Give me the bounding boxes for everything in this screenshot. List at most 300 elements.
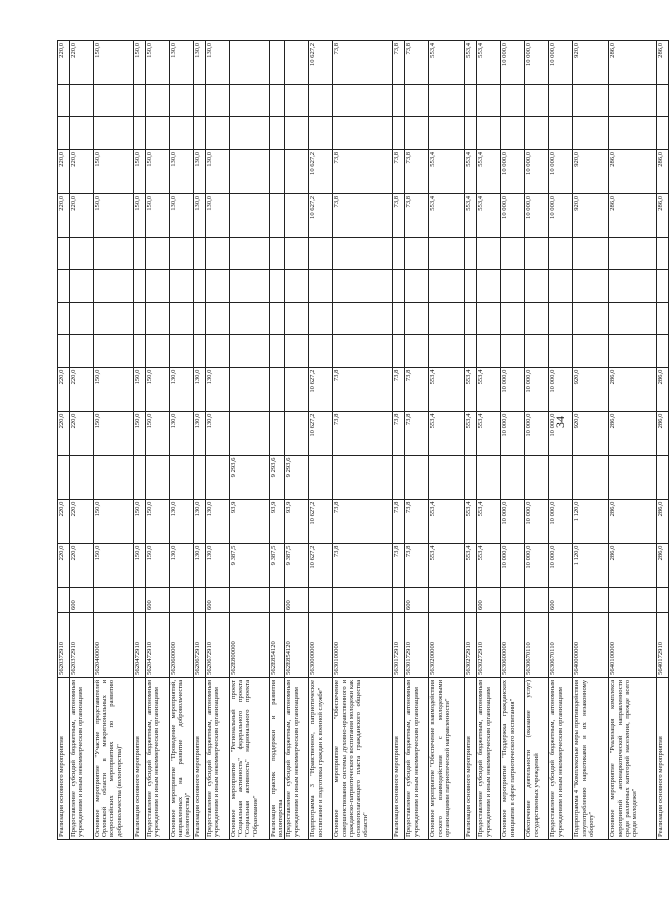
cell-c5: 220,0	[58, 367, 70, 411]
cell-code: 5630000000	[309, 613, 333, 678]
cell-c2: 10 627,2	[309, 499, 333, 543]
cell-c1: 10 000,0	[549, 543, 573, 587]
cell-c5: 10 000,0	[501, 367, 525, 411]
cell-code: 5630172910	[405, 613, 429, 678]
cell-c5	[230, 367, 270, 411]
cell-c2: 150,0	[94, 499, 134, 543]
cell-c12	[194, 117, 206, 149]
cell-c8	[393, 270, 405, 302]
cell-c5: 10 627,2	[309, 367, 333, 411]
cell-c10: 553,4	[477, 193, 501, 237]
cell-code: 5640100000	[609, 613, 657, 678]
cell-c7	[70, 302, 94, 334]
cell-c5: 150,0	[94, 367, 134, 411]
cell-c10: 10 627,2	[309, 193, 333, 237]
cell-vr	[94, 587, 134, 612]
cell-c1: 286,0	[657, 543, 669, 587]
cell-c12	[285, 117, 309, 149]
cell-c12	[405, 117, 429, 149]
cell-c10: 130,0	[206, 193, 230, 237]
cell-c2: 10 000,0	[501, 499, 525, 543]
cell-c7	[94, 302, 134, 334]
cell-c8	[657, 270, 669, 302]
cell-c14	[285, 41, 309, 85]
cell-c13	[70, 85, 94, 117]
cell-c8	[270, 270, 285, 302]
cell-vr	[465, 587, 477, 612]
cell-vr	[170, 587, 194, 612]
cell-c9	[230, 237, 270, 269]
cell-c1: 220,0	[58, 543, 70, 587]
cell-c10	[230, 193, 270, 237]
cell-c9	[170, 237, 194, 269]
cell-c6	[70, 335, 94, 367]
cell-c8	[58, 270, 70, 302]
cell-vr	[393, 587, 405, 612]
cell-c1: 10 000,0	[525, 543, 549, 587]
cell-c2: 286,0	[657, 499, 669, 543]
cell-c2: 553,4	[465, 499, 477, 543]
cell-code: 5640000000	[573, 613, 609, 678]
cell-c3	[549, 455, 573, 499]
cell-c14: 150,0	[134, 41, 146, 85]
cell-c9	[429, 237, 465, 269]
cell-code: 5630272910	[477, 613, 501, 678]
cell-c3	[134, 455, 146, 499]
cell-c6	[58, 335, 70, 367]
cell-c14	[230, 41, 270, 85]
cell-c12	[270, 117, 285, 149]
cell-c13	[573, 85, 609, 117]
cell-c2: 73,8	[333, 499, 393, 543]
cell-c5: 10 000,0	[549, 367, 573, 411]
table-row	[94, 41, 134, 840]
cell-c10: 73,8	[393, 193, 405, 237]
cell-vr: 600	[549, 587, 573, 612]
cell-vr: 600	[477, 587, 501, 612]
cell-c13	[309, 85, 333, 117]
cell-c6	[393, 335, 405, 367]
cell-c3	[609, 455, 657, 499]
cell-c5: 286,0	[609, 367, 657, 411]
table-row	[657, 41, 669, 840]
cell-c1: 553,4	[429, 543, 465, 587]
cell-c1: 553,4	[477, 543, 501, 587]
cell-c6	[94, 335, 134, 367]
cell-c3	[70, 455, 94, 499]
cell-c10: 130,0	[170, 193, 194, 237]
cell-vr	[501, 587, 525, 612]
cell-c6	[525, 335, 549, 367]
cell-c1: 9 387,5	[270, 543, 285, 587]
cell-name: Реализация основного мероприятия	[194, 677, 206, 839]
cell-c14: 220,0	[58, 41, 70, 85]
cell-c4: 73,8	[333, 411, 393, 455]
cell-c9	[58, 237, 70, 269]
cell-c14: 10 000,0	[501, 41, 525, 85]
cell-c9	[525, 237, 549, 269]
cell-c5: 220,0	[70, 367, 94, 411]
cell-c12	[134, 117, 146, 149]
cell-c14: 130,0	[170, 41, 194, 85]
cell-name: Основное мероприятие "Участие представителей Орловской области в межрегиональных и всероссийских мероприятиях по развитию добровольчества (волонтерства)"	[94, 677, 134, 839]
cell-c1: 130,0	[194, 543, 206, 587]
cell-c4: 73,8	[405, 411, 429, 455]
cell-c13	[146, 85, 170, 117]
cell-c3	[525, 455, 549, 499]
cell-c12	[525, 117, 549, 149]
cell-vr	[309, 587, 333, 612]
cell-c11: 220,0	[58, 149, 70, 193]
cell-c1: 10 000,0	[501, 543, 525, 587]
cell-c5	[285, 367, 309, 411]
cell-c8	[70, 270, 94, 302]
cell-c4: 150,0	[146, 411, 170, 455]
cell-c11	[285, 149, 309, 193]
cell-c14: 10 627,2	[309, 41, 333, 85]
cell-c10: 220,0	[58, 193, 70, 237]
table-row	[285, 41, 309, 840]
cell-vr	[573, 587, 609, 612]
cell-c12	[333, 117, 393, 149]
cell-c14: 10 000,0	[525, 41, 549, 85]
cell-c5: 73,8	[405, 367, 429, 411]
cell-c13	[170, 85, 194, 117]
table-row	[206, 41, 230, 840]
cell-c10: 73,8	[333, 193, 393, 237]
cell-c7	[405, 302, 429, 334]
cell-c13	[58, 85, 70, 117]
table-row	[477, 41, 501, 840]
table-row	[146, 41, 170, 840]
cell-c1: 1 120,0	[573, 543, 609, 587]
cell-c13	[501, 85, 525, 117]
cell-c5: 10 000,0	[525, 367, 549, 411]
cell-c3	[405, 455, 429, 499]
cell-c9	[465, 237, 477, 269]
cell-c6	[573, 335, 609, 367]
cell-c12	[549, 117, 573, 149]
table-row	[194, 41, 206, 840]
cell-c14: 553,4	[429, 41, 465, 85]
cell-name: Предоставление субсидий бюджетным, автономным учреждениям и иным некоммерческим организациям	[146, 677, 170, 839]
cell-c8	[206, 270, 230, 302]
cell-c11: 130,0	[206, 149, 230, 193]
cell-c4: 10 000,0	[525, 411, 549, 455]
cell-c6	[270, 335, 285, 367]
cell-c11: 553,4	[465, 149, 477, 193]
cell-c6	[405, 335, 429, 367]
cell-c14: 150,0	[94, 41, 134, 85]
cell-c2: 553,4	[477, 499, 501, 543]
cell-c3: 9 293,6	[270, 455, 285, 499]
cell-c8	[525, 270, 549, 302]
cell-c1: 553,4	[465, 543, 477, 587]
cell-code: 5630100000	[333, 613, 393, 678]
cell-c13	[270, 85, 285, 117]
cell-c13	[477, 85, 501, 117]
cell-c7	[477, 302, 501, 334]
cell-c5: 553,4	[429, 367, 465, 411]
cell-vr: 600	[146, 587, 170, 612]
cell-c12	[477, 117, 501, 149]
cell-c13	[429, 85, 465, 117]
cell-c12	[309, 117, 333, 149]
cell-c4: 10 000,0	[501, 411, 525, 455]
cell-c4: 920,0	[573, 411, 609, 455]
cell-c9	[70, 237, 94, 269]
cell-c6	[609, 335, 657, 367]
cell-c9	[333, 237, 393, 269]
cell-c1: 150,0	[134, 543, 146, 587]
cell-c4: 553,4	[477, 411, 501, 455]
cell-c9	[146, 237, 170, 269]
cell-code: 562E854120	[285, 613, 309, 678]
cell-c13	[333, 85, 393, 117]
cell-c8	[609, 270, 657, 302]
cell-c5: 553,4	[465, 367, 477, 411]
cell-c7	[465, 302, 477, 334]
cell-c2: 10 000,0	[549, 499, 573, 543]
cell-c8	[501, 270, 525, 302]
cell-c10: 130,0	[194, 193, 206, 237]
cell-c6	[206, 335, 230, 367]
cell-c2: 1 120,0	[573, 499, 609, 543]
cell-c4: 73,8	[393, 411, 405, 455]
table-row	[170, 41, 194, 840]
cell-c3	[194, 455, 206, 499]
cell-c9	[405, 237, 429, 269]
cell-c4: 220,0	[58, 411, 70, 455]
cell-c12	[657, 117, 669, 149]
cell-c6	[501, 335, 525, 367]
cell-c9	[573, 237, 609, 269]
cell-c8	[477, 270, 501, 302]
table-row	[465, 41, 477, 840]
cell-c2: 150,0	[146, 499, 170, 543]
cell-c8	[333, 270, 393, 302]
table-row	[270, 41, 285, 840]
cell-c11	[270, 149, 285, 193]
table-row	[429, 41, 465, 840]
cell-c5: 553,4	[477, 367, 501, 411]
rotated-page	[57, 40, 665, 840]
cell-c7	[525, 302, 549, 334]
cell-c2: 73,8	[405, 499, 429, 543]
cell-c13	[134, 85, 146, 117]
cell-c3	[146, 455, 170, 499]
cell-name: Предоставление субсидий бюджетным, автономным учреждениям и иным некоммерческим организациям	[549, 677, 573, 839]
table-row	[609, 41, 657, 840]
cell-name: Реализация практик поддержки и развития волонтерства	[270, 677, 285, 839]
cell-code: 5640172910	[657, 613, 669, 678]
cell-c12	[501, 117, 525, 149]
cell-c2: 10 000,0	[525, 499, 549, 543]
cell-c14: 920,0	[573, 41, 609, 85]
cell-c7	[170, 302, 194, 334]
cell-c6	[549, 335, 573, 367]
cell-c7	[657, 302, 669, 334]
table-row	[309, 41, 333, 840]
cell-c11: 130,0	[194, 149, 206, 193]
cell-c11: 553,4	[477, 149, 501, 193]
cell-code: 5630670110	[549, 613, 573, 678]
cell-c8	[549, 270, 573, 302]
cell-c2: 93,9	[285, 499, 309, 543]
cell-vr: 600	[70, 587, 94, 612]
budget-table	[57, 40, 669, 840]
cell-c9	[270, 237, 285, 269]
table-row	[58, 41, 70, 840]
cell-c10: 150,0	[94, 193, 134, 237]
cell-c2: 130,0	[194, 499, 206, 543]
cell-c5: 130,0	[206, 367, 230, 411]
cell-c12	[70, 117, 94, 149]
cell-c12	[58, 117, 70, 149]
table-row	[230, 41, 270, 840]
cell-c9	[657, 237, 669, 269]
cell-c5: 150,0	[134, 367, 146, 411]
cell-name: Основное мероприятие "Обеспечение взаимодействия гоского взаимодействия с молодежными организациями патриотической направленности"	[429, 677, 465, 839]
cell-c3	[429, 455, 465, 499]
cell-c14: 130,0	[206, 41, 230, 85]
cell-code: 5630172910	[393, 613, 405, 678]
cell-c10: 10 000,0	[501, 193, 525, 237]
cell-c8	[405, 270, 429, 302]
cell-c11: 10 000,0	[525, 149, 549, 193]
cell-c3	[657, 455, 669, 499]
cell-c8	[230, 270, 270, 302]
cell-c11: 220,0	[70, 149, 94, 193]
cell-c2: 93,9	[270, 499, 285, 543]
cell-c10: 553,4	[465, 193, 477, 237]
cell-c9	[549, 237, 573, 269]
cell-c11: 150,0	[134, 149, 146, 193]
cell-c2: 553,4	[429, 499, 465, 543]
cell-c7	[206, 302, 230, 334]
cell-name: Основное мероприятие "Обеспечение совершенствования системы духовно-нравственного и гражданско-патриотического воспитания молодежи как основополагающего пласта гражданского общества области"	[333, 677, 393, 839]
cell-c4: 130,0	[206, 411, 230, 455]
cell-vr	[58, 587, 70, 612]
cell-c6	[429, 335, 465, 367]
cell-name: Основное мероприятие "Реализация комплекса мероприятий антинаркотической направленности среди различных категорий населения, прежде всего среди молодежи"	[609, 677, 657, 839]
cell-c11: 73,8	[333, 149, 393, 193]
table-row	[549, 41, 573, 840]
cell-c3: 9 293,6	[230, 455, 270, 499]
cell-c1: 220,0	[70, 543, 94, 587]
cell-c9	[94, 237, 134, 269]
cell-c4: 286,0	[609, 411, 657, 455]
cell-c4	[270, 411, 285, 455]
table-row	[525, 41, 549, 840]
cell-c5: 73,8	[333, 367, 393, 411]
cell-code: 5630200000	[429, 613, 465, 678]
table-row	[405, 41, 429, 840]
cell-name: Подпрограмма 4 "Комплексные меры противодействия злоупотреблению наркотиками и их незаконному обороту"	[573, 677, 609, 839]
cell-c11: 73,8	[405, 149, 429, 193]
cell-c14: 73,8	[393, 41, 405, 85]
cell-name: Реализация основного мероприятия	[134, 677, 146, 839]
cell-c7	[393, 302, 405, 334]
cell-c11: 10 627,2	[309, 149, 333, 193]
cell-c13	[405, 85, 429, 117]
cell-c9	[609, 237, 657, 269]
cell-name: Обеспечение деятельности (оказание услуг) государственных учреждений	[525, 677, 549, 839]
cell-code: 5620472910	[134, 613, 146, 678]
cell-c14: 286,0	[657, 41, 669, 85]
cell-c4: 553,4	[465, 411, 477, 455]
cell-c6	[333, 335, 393, 367]
cell-c3	[333, 455, 393, 499]
cell-c2: 220,0	[70, 499, 94, 543]
cell-c13	[393, 85, 405, 117]
cell-c10: 920,0	[573, 193, 609, 237]
cell-name: Подпрограмма 3 "Нравственное, патриотическое воспитание и подготовка граждан к военной службе"	[309, 677, 333, 839]
table-row	[573, 41, 609, 840]
cell-name: Основное мероприятие "Проведение мероприятий, направленных на развитие добровольчества (волонтерства)"	[170, 677, 194, 839]
cell-c10: 73,8	[405, 193, 429, 237]
cell-c4: 130,0	[194, 411, 206, 455]
cell-c5: 150,0	[146, 367, 170, 411]
cell-c2: 73,8	[393, 499, 405, 543]
cell-c3	[465, 455, 477, 499]
cell-code: 5620372910	[58, 613, 70, 678]
cell-c9	[194, 237, 206, 269]
cell-name: Предоставление субсидий бюджетным, автономным учреждениям и иным некоммерческим организациям	[477, 677, 501, 839]
cell-c5: 130,0	[170, 367, 194, 411]
cell-c12	[429, 117, 465, 149]
cell-code: 5620672910	[206, 613, 230, 678]
cell-c1: 150,0	[146, 543, 170, 587]
cell-c7	[429, 302, 465, 334]
cell-c11: 553,4	[429, 149, 465, 193]
cell-c14: 220,0	[70, 41, 94, 85]
cell-c6	[465, 335, 477, 367]
cell-code: 5620400000	[94, 613, 134, 678]
cell-c7	[333, 302, 393, 334]
cell-c7	[146, 302, 170, 334]
cell-code: 562E854120	[270, 613, 285, 678]
cell-c6	[230, 335, 270, 367]
cell-c7	[285, 302, 309, 334]
cell-c5	[270, 367, 285, 411]
cell-c1: 130,0	[170, 543, 194, 587]
cell-c3	[393, 455, 405, 499]
cell-vr	[333, 587, 393, 612]
cell-c7	[230, 302, 270, 334]
cell-c4	[285, 411, 309, 455]
cell-name: Предоставление субсидий бюджетным, автономным учреждениям и иным некоммерческим организациям	[206, 677, 230, 839]
cell-c8	[146, 270, 170, 302]
cell-code: 5630600000	[501, 613, 525, 678]
cell-c9	[477, 237, 501, 269]
cell-c3	[477, 455, 501, 499]
cell-c13	[285, 85, 309, 117]
cell-code: 5620472910	[146, 613, 170, 678]
cell-c6	[477, 335, 501, 367]
cell-c9	[206, 237, 230, 269]
cell-c14: 553,4	[465, 41, 477, 85]
cell-c11	[230, 149, 270, 193]
cell-c11: 286,0	[657, 149, 669, 193]
cell-c12	[393, 117, 405, 149]
cell-c1: 73,8	[405, 543, 429, 587]
cell-c14: 10 000,0	[549, 41, 573, 85]
cell-c4: 150,0	[134, 411, 146, 455]
cell-c14: 73,8	[405, 41, 429, 85]
cell-c5: 920,0	[573, 367, 609, 411]
cell-c8	[94, 270, 134, 302]
